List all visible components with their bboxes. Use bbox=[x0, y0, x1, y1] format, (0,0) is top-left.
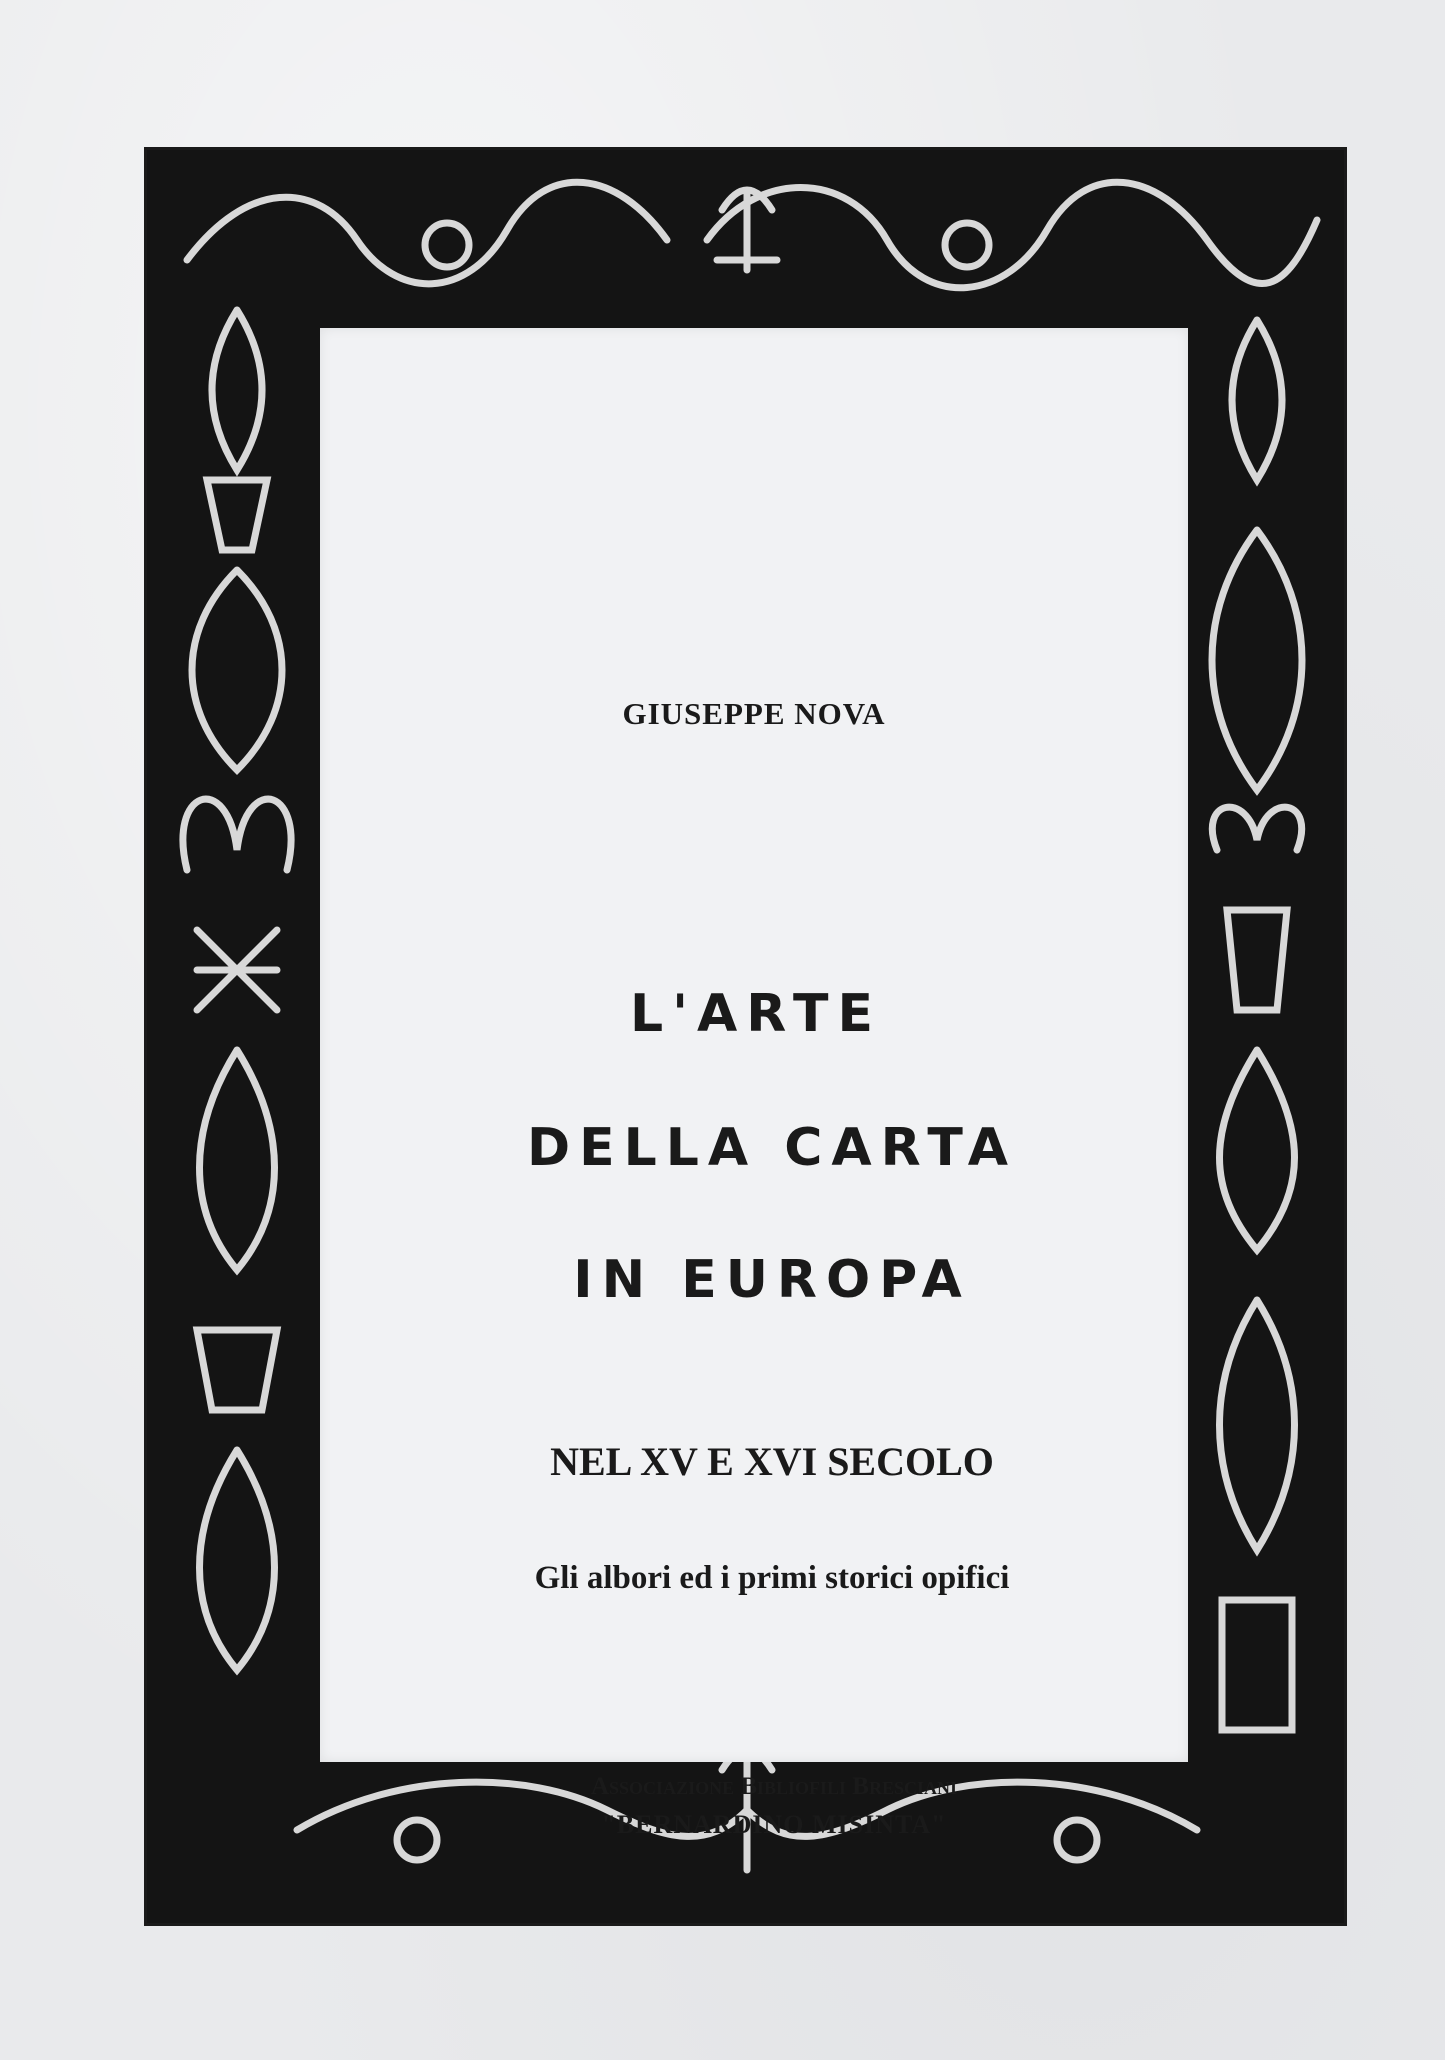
title-line-1: L'ARTE bbox=[630, 984, 882, 1044]
ornamental-border bbox=[147, 150, 1344, 1923]
title-line-2: DELLA CARTA bbox=[526, 1118, 1018, 1178]
publisher-name: "BERNARDINO MISINTA" bbox=[601, 1810, 947, 1839]
tagline: Gli albori ed i primi storici opifici bbox=[534, 1560, 1010, 1596]
publisher-association bbox=[340, 1773, 1208, 1801]
subtitle: NEL XV E XVI SECOLO bbox=[550, 1439, 994, 1484]
title-line-3: IN EUROPA bbox=[573, 1250, 971, 1310]
publisher-association-text: Associazione Bibliofili Bresciani bbox=[590, 1773, 957, 1800]
author-name: GIUSEPPE NOVA bbox=[622, 696, 886, 731]
title-panel bbox=[320, 328, 1188, 1839]
